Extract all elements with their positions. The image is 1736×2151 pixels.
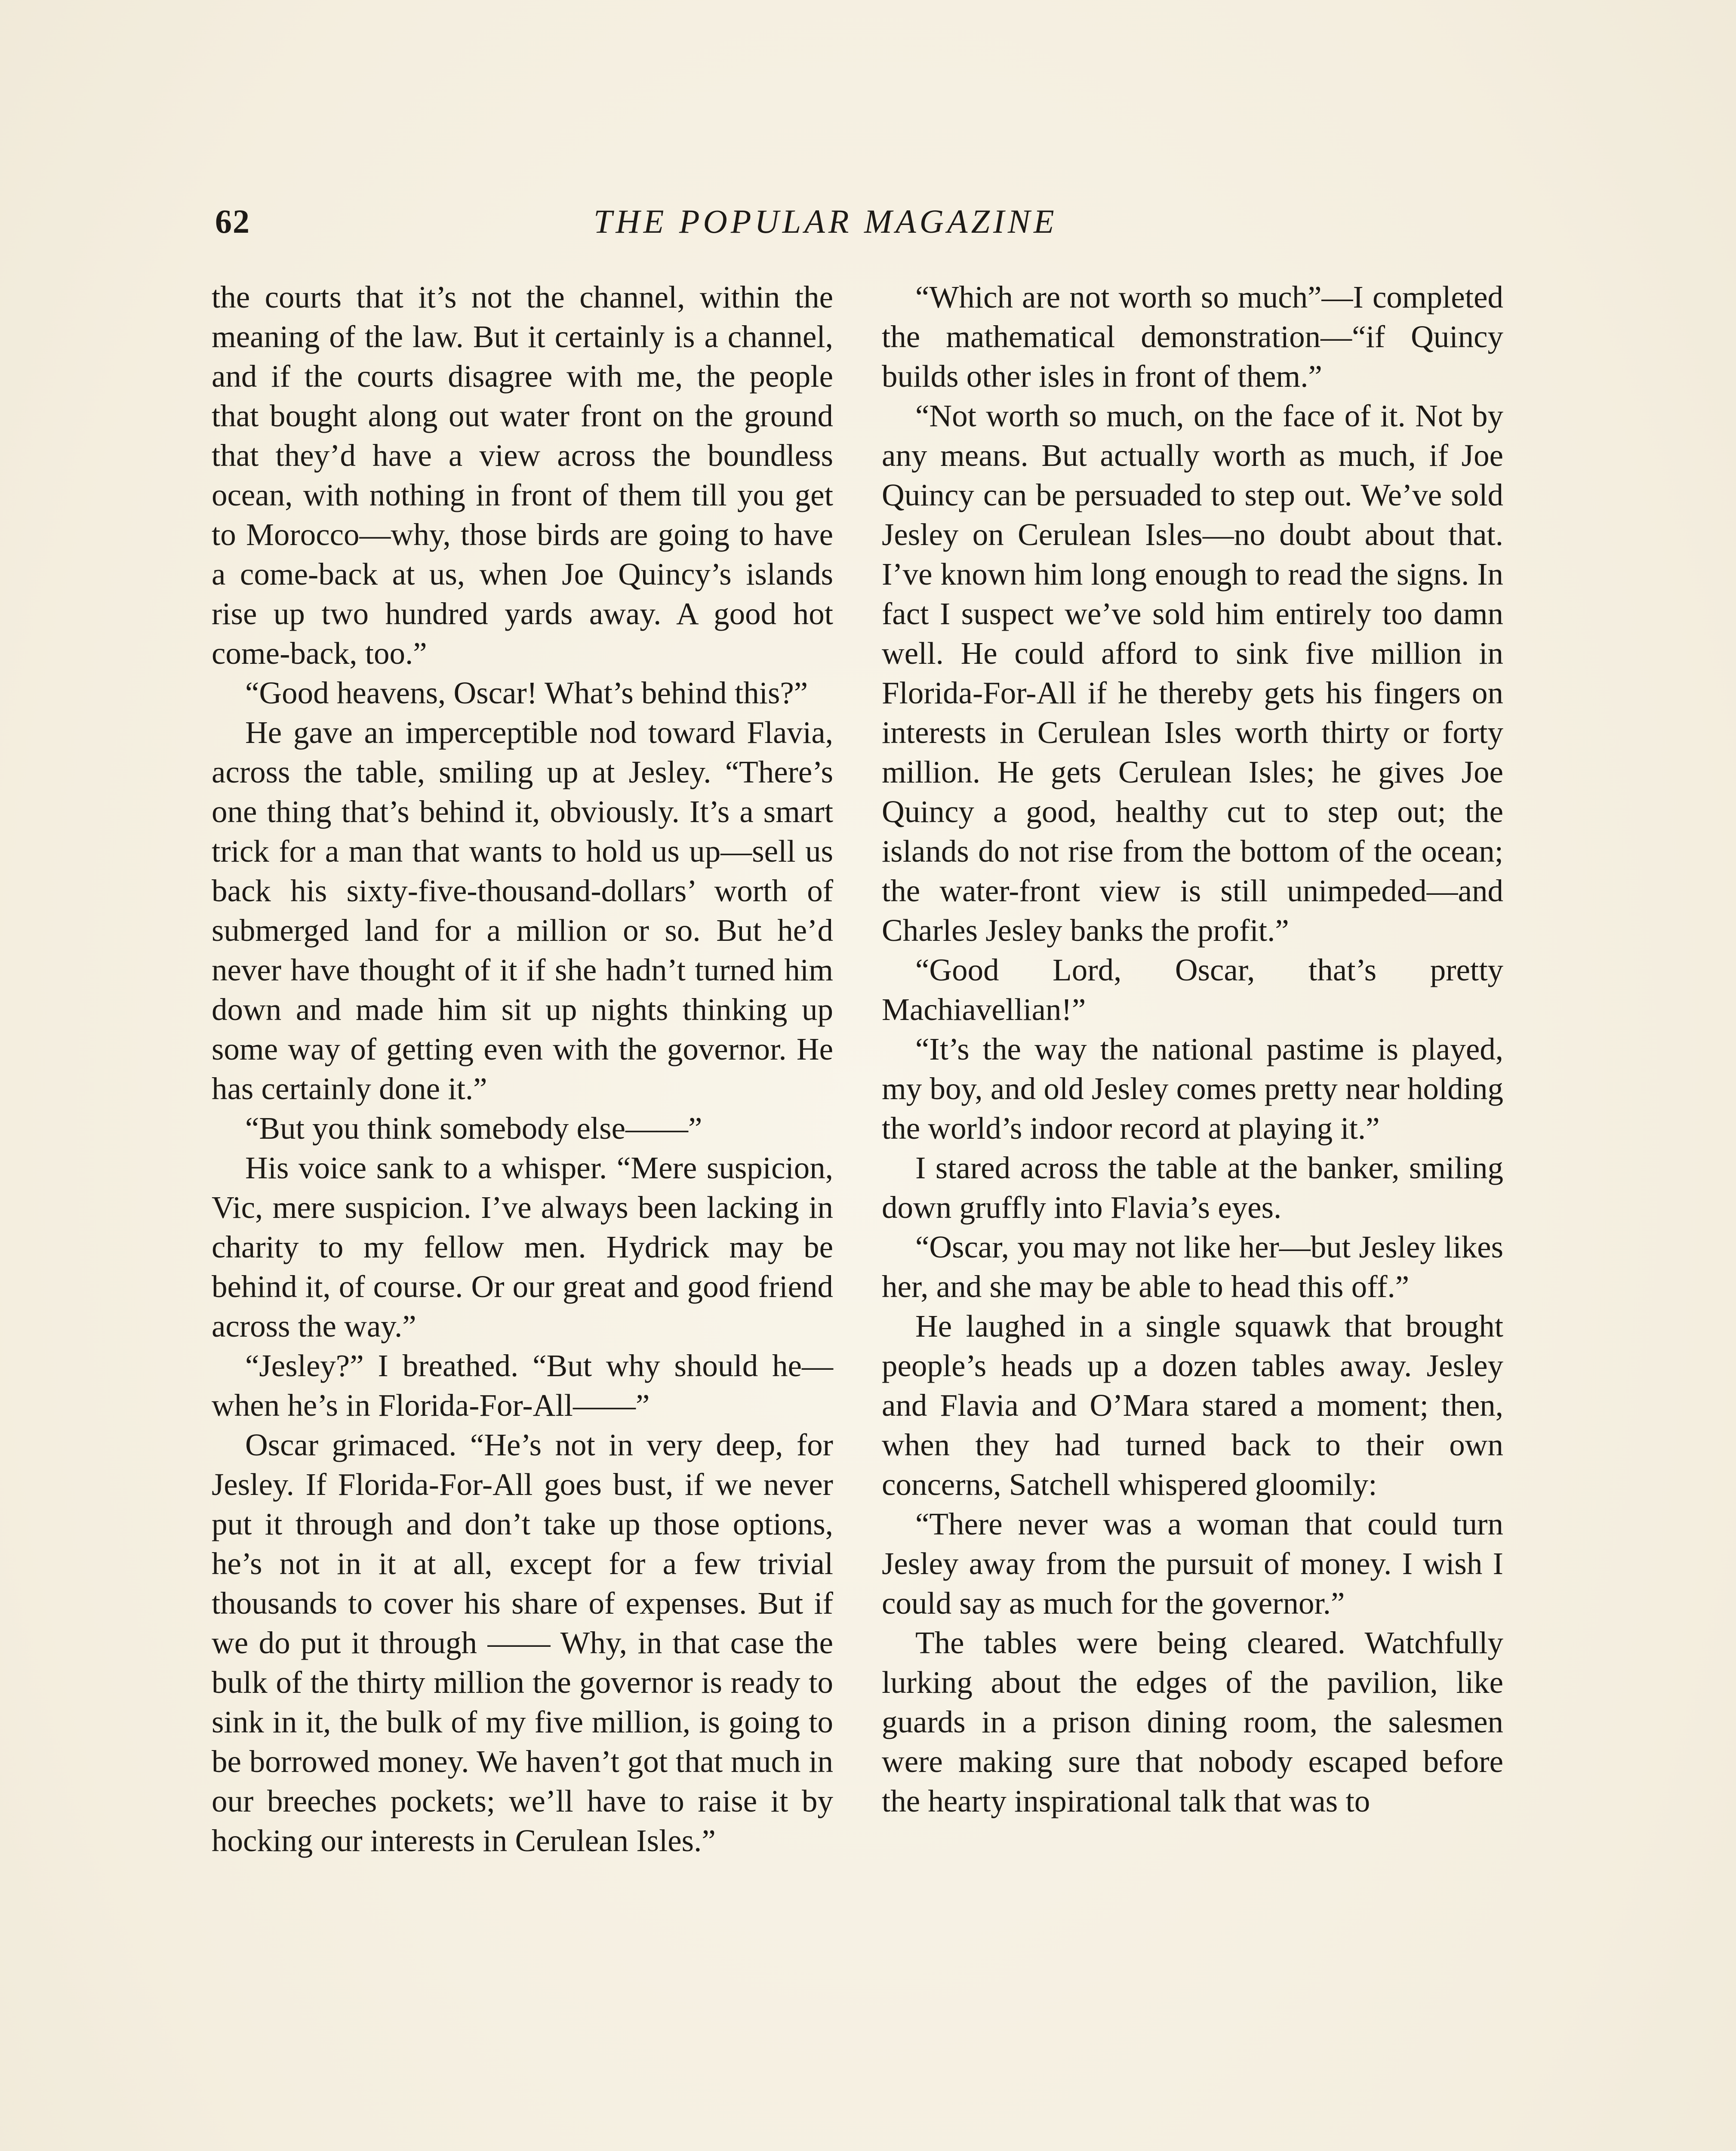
- paragraph: He gave an imperceptible nod toward Flavia, across the table, smiling up at Jesley. “There’s one thing that’s behind it, obviously. It’s a smart trick for a man that wants to hold us up—sell us back his sixty-five-thousand-dollars’ worth of submerged land for a million or so. But he’d never have thought of it if she hadn’t turned him down and made him sit up nights thinking up some way of getting even with the governor. He has certainly done it.”: [212, 715, 833, 1106]
- paragraph: He laughed in a single squawk that brought people’s heads up a dozen tables away. Jesley and Flavia and O’Mara stared a moment; then, when they had turned back to their own concerns, Satchell whispered gloomily:: [882, 1309, 1503, 1502]
- paragraph: “Good Lord, Oscar, that’s pretty Machiavellian!”: [882, 952, 1503, 1027]
- page-number: 62: [215, 203, 250, 240]
- paragraph: “Jesley?” I breathed. “But why should he—when he’s in Florida-For-All——”: [212, 1348, 833, 1423]
- paragraph: I stared across the table at the banker, smiling down gruffly into Flavia’s eyes.: [882, 1150, 1503, 1225]
- paragraph: The tables were being cleared. Watchfully lurking about the edges of the pavilion, like guards in a prison dining room, the salesmen were making sure that nobody escaped before the hearty inspirational talk that was to: [882, 1625, 1503, 1818]
- page-header: [215, 202, 1514, 250]
- paragraph: His voice sank to a whisper. “Mere suspicion, Vic, mere suspicion. I’ve always been lacking in charity to my fellow men. Hydrick may be behind it, of course. Or our great and good friend across the way.”: [212, 1150, 833, 1344]
- running-title: THE POPULAR MAGAZINE: [594, 203, 1058, 240]
- paragraph: “Good heavens, Oscar! What’s behind this?”: [245, 675, 808, 710]
- paragraph: “It’s the way the national pastime is played, my boy, and old Jesley comes pretty near holding the world’s indoor record at playing it.”: [882, 1032, 1503, 1146]
- paragraph: Oscar grimaced. “He’s not in very deep, for Jesley. If Florida-For-All goes bust, if we never put it through and don’t take up those options, he’s not in it at all, except for a few trivial thousands to cover his share of expenses. But if we do put it through —— Why, in that case the bulk of the thirty million the governor is ready to sink in it, the bulk of my five million, is going to be borrowed money. We haven’t got that much in our breeches pockets; we’ll have to raise it by hocking our interests in Cerulean Isles.”: [212, 1427, 833, 1858]
- paragraph: “Oscar, you may not like her—but Jesley likes her, and she may be able to head this off.”: [882, 1230, 1503, 1304]
- paragraph: “Not worth so much, on the face of it. Not by any means. But actually worth as much, if Joe Quincy can be persuaded to step out. We’ve sold Jesley on Cerulean Isles—no doubt about that. I’ve known him long enough to read the signs. In fact I suspect we’ve sold him entirely too damn well. He could afford to sink five million in Florida-For-All if he thereby gets his fingers on interests in Cerulean Isles worth thirty or forty million. He gets Cerulean Isles; he gives Joe Quincy a good, healthy cut to step out; the islands do not rise from the bottom of the ocean; the water-front view is still unimpeded—and Charles Jesley banks the profit.”: [882, 398, 1503, 948]
- paragraph: “Which are not worth so much”—I completed the mathematical demonstration—“if Quincy builds other isles in front of them.”: [882, 280, 1503, 394]
- paragraph: the courts that it’s not the channel, within the meaning of the law. But it certainly is a channel, and if the courts disagree with me, the people that bought along out water front on the ground that they’d have a view across the boundless ocean, with nothing in front of them till you get to Morocco—why, those birds are going to have a come-back at us, when Joe Quincy’s islands rise up two hundred yards away. A good hot come-back, too.”: [212, 280, 833, 671]
- paragraph: “There never was a woman that could turn Jesley away from the pursuit of money. I wish I could say as much for the governor.”: [882, 1507, 1503, 1621]
- left-text-column: [212, 277, 833, 1861]
- paragraph: “But you think somebody else——”: [245, 1111, 702, 1146]
- right-text-column: [882, 277, 1503, 1821]
